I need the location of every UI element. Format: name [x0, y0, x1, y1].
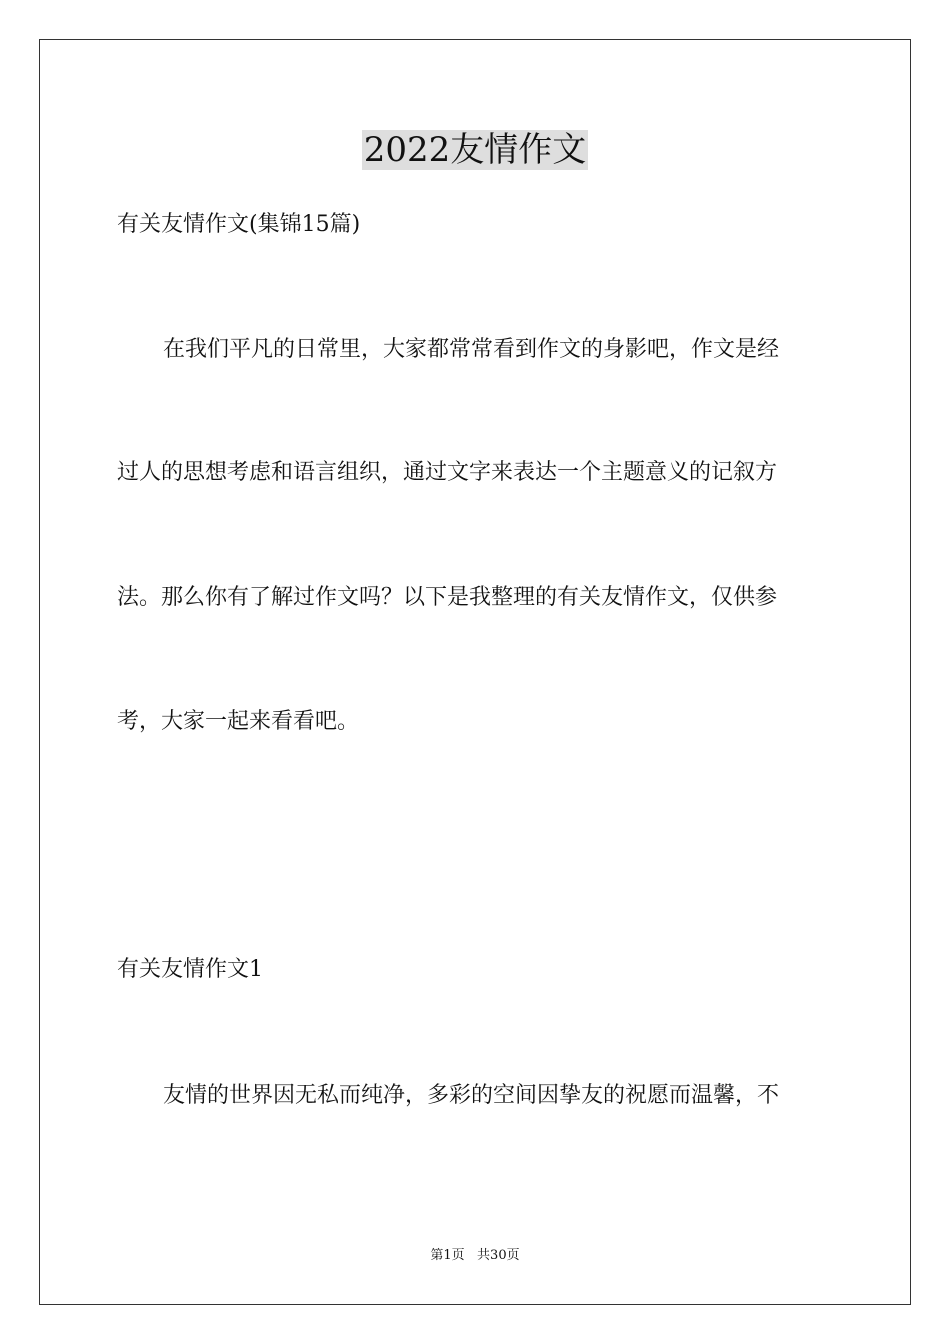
intro-line-2: 过人的思想考虑和语言组织，通过文字来表达一个主题意义的记叙方	[117, 460, 778, 485]
section-paragraph-line-1: 友情的世界因无私而纯净，多彩的空间因挚友的祝愿而温馨，不	[163, 1083, 780, 1108]
section-heading: 有关友情作文1	[117, 957, 263, 982]
document-title	[0, 126, 950, 174]
page-footer: 第1页 共30页	[430, 1248, 520, 1263]
intro-line-1: 在我们平凡的日常里，大家都常常看到作文的身影吧，作文是经	[163, 337, 780, 362]
document-subtitle: 有关友情作文(集锦15篇)	[117, 212, 361, 237]
intro-line-4: 考，大家一起来看看吧。	[117, 709, 360, 734]
document-title-text: 2022友情作文	[363, 130, 587, 170]
intro-line-3: 法。那么你有了解过作文吗？以下是我整理的有关友情作文，仅供参	[117, 585, 778, 610]
